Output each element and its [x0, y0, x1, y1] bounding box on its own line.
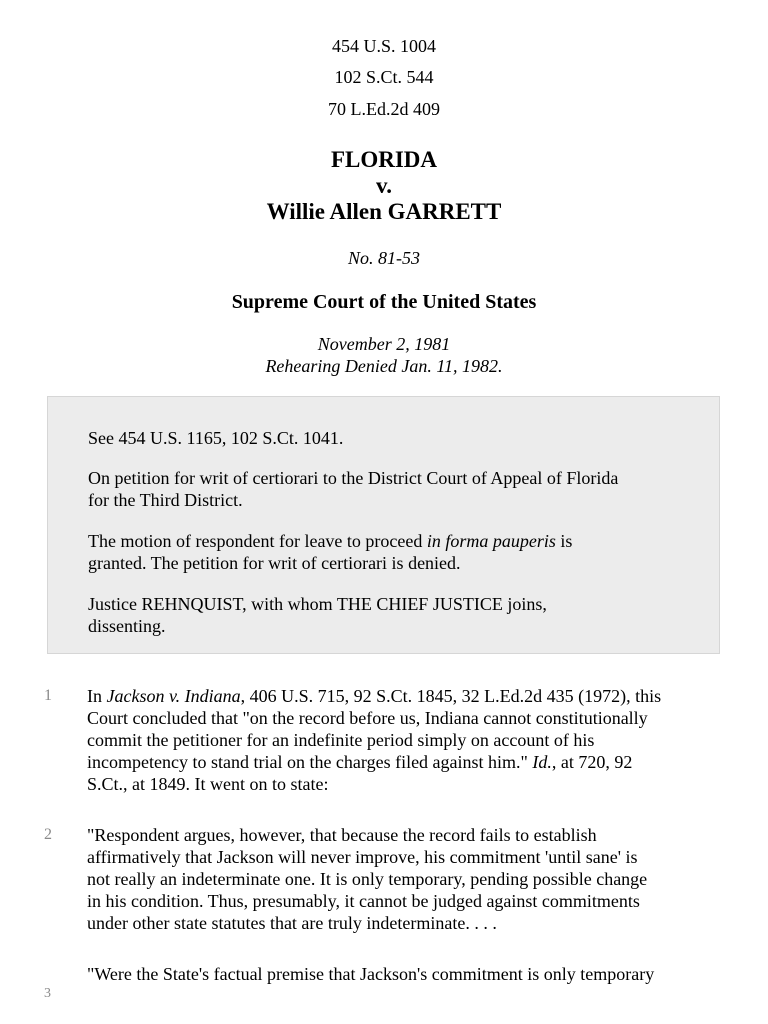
syllabus-see-reference: See 454 U.S. 1165, 102 S.Ct. 1041.: [88, 428, 344, 448]
case-parties: [0, 144, 768, 228]
paragraph-text: In Jackson v. Indiana, 406 U.S. 715, 92 S.Ct. 1845, 32 L.Ed.2d 435 (1972), this Court concluded that "on the record before us, Indiana cannot constitutionally commit the petitioner for an indefinite period simply on account of his incompetency to stand trial on the charges filed against him." Id., at 720, 92 S.Ct., at 1849. It went on to state:: [87, 686, 662, 794]
paragraph-text: "Were the State's factual premise that Jackson's commitment is only temporary: [87, 964, 655, 984]
decision-date: November 2, 1981: [317, 334, 451, 354]
paragraph-number: 3: [44, 986, 51, 1001]
respondent-name: Willie Allen GARRETT: [266, 199, 502, 224]
petitioner-name: FLORIDA: [330, 147, 438, 172]
court-name: Supreme Court of the United States: [231, 291, 537, 313]
paragraph-number: 1: [44, 687, 52, 704]
docket-number: No. 81-53: [348, 248, 420, 268]
citation-lawyers-edition: 70 L.Ed.2d 409: [328, 99, 440, 119]
syllabus-dissent: Justice REHNQUIST, with whom THE CHIEF JUSTICE joins, dissenting.: [88, 594, 547, 636]
paragraph-text: "Respondent argues, however, that because the record fails to establish affirmatively that Jackson will never improve, his commitment 'until sane' is not really an indeterminate one. It is only temporary, pending possible change in his condition. Thus, presumably, it cannot be judged against commitments under other state statutes that are truly indeterminate. . . .: [87, 825, 648, 933]
syllabus-petition: On petition for writ of certiorari to the District Court of Appeal of Florida for the Third District.: [88, 468, 619, 510]
citation-us-reports: 454 U.S. 1004: [331, 36, 436, 56]
citation-supreme-court-reporter: 102 S.Ct. 544: [334, 67, 434, 87]
syllabus-motion: The motion of respondent for leave to proceed in forma pauperis is granted. The petition for writ of certiorari is denied.: [88, 531, 573, 573]
syllabus-box: [47, 396, 720, 654]
rehearing-date: Rehearing Denied Jan. 11, 1982.: [265, 356, 503, 376]
versus-label: v.: [376, 173, 392, 198]
paragraph-number: 2: [44, 826, 52, 843]
